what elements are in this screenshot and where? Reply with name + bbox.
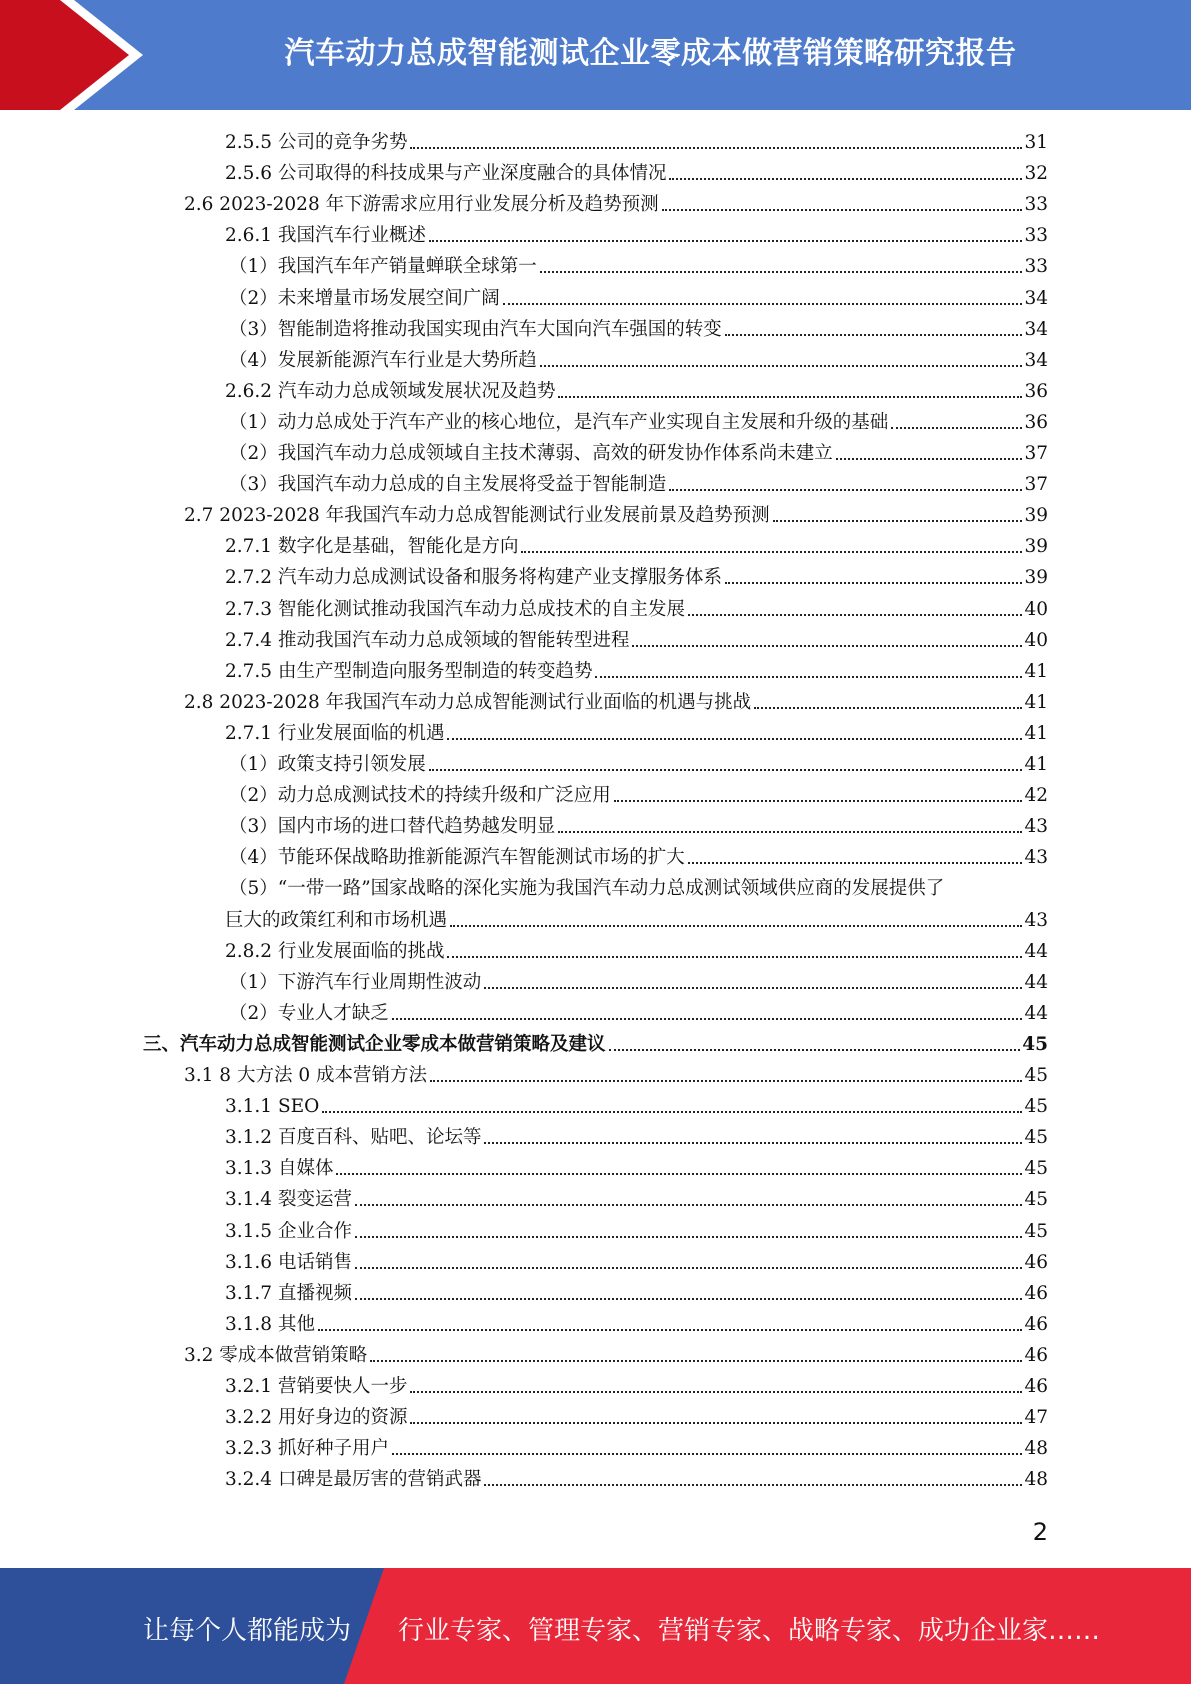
toc-entry-title: 2.8.2 行业发展面临的挑战 (225, 940, 445, 962)
toc-dot-leader (355, 1266, 1023, 1269)
toc-entry[interactable] (229, 438, 1048, 469)
toc-entry-title: 2.8 2023-2028 年我国汽车动力总成智能测试行业面临的机遇与挑战 (184, 691, 752, 713)
toc-entry[interactable] (229, 345, 1048, 376)
toc-entry-title: 2.7.5 由生产型制造向服务型制造的转变趋势 (225, 660, 593, 682)
toc-entry[interactable] (184, 687, 1048, 718)
toc-entry[interactable] (225, 376, 1048, 407)
toc-entry[interactable] (229, 873, 1048, 904)
toc-entry-title: 3.1.5 企业合作 (225, 1220, 352, 1242)
toc-entry-page: 46 (1024, 1251, 1048, 1273)
toc-entry-title: 巨大的政策红利和市场机遇 (225, 909, 448, 931)
toc-dot-leader (836, 457, 1023, 460)
toc-entry-title: （2）未来增量市场发展空间广阔 (229, 287, 500, 309)
toc-entry-page: 43 (1024, 847, 1048, 869)
toc-entry-page: 41 (1024, 691, 1048, 713)
toc-dot-leader (609, 1048, 1021, 1051)
toc-dot-leader (540, 270, 1023, 273)
toc-dot-leader (370, 1359, 1022, 1362)
toc-dot-leader (336, 1172, 1022, 1175)
toc-dot-leader (322, 1110, 1022, 1113)
toc-entry-title: 3.1.8 其他 (225, 1313, 315, 1335)
toc-dot-leader (558, 830, 1022, 833)
toc-dot-leader (355, 1297, 1023, 1300)
toc-dot-leader (558, 395, 1022, 398)
toc-entry[interactable] (225, 562, 1048, 593)
page-number: 2 (1032, 1518, 1048, 1546)
toc-entry[interactable] (229, 967, 1048, 998)
toc-entry[interactable] (225, 1371, 1048, 1402)
toc-entry-page: 45 (1024, 1189, 1048, 1211)
toc-entry-page: 45 (1024, 1127, 1048, 1149)
toc-entry-title: （2）专业人才缺乏 (229, 1002, 389, 1024)
toc-dot-leader (484, 986, 1022, 989)
footer-slogan-left: 让每个人都能成为 (143, 1616, 352, 1646)
toc-dot-leader (773, 519, 1023, 522)
toc-dot-leader (632, 644, 1022, 647)
toc-entry-page: 33 (1024, 225, 1048, 247)
toc-entry-page: 36 (1024, 411, 1048, 433)
toc-dot-leader (410, 1421, 1022, 1424)
toc-entry-title: 3.2.1 营销要快人一步 (225, 1376, 408, 1397)
page-header (0, 0, 1191, 110)
toc-dot-leader (521, 550, 1022, 553)
toc-entry[interactable] (225, 1091, 1048, 1122)
toc-entry-title: 3.1.6 电话销售 (225, 1251, 352, 1273)
toc-entry-page: 44 (1024, 971, 1048, 993)
toc-entry-title: （4）节能环保战略助推新能源汽车智能测试市场的扩大 (229, 847, 685, 869)
toc-entry[interactable] (143, 1029, 1048, 1060)
toc-entry-title: （5）“一带一路”国家战略的深化实施为我国汽车动力总成测试领域供应商的发展提供了 (229, 878, 945, 900)
toc-entry[interactable] (225, 1247, 1048, 1278)
toc-entry-title: （2）动力总成测试技术的持续升级和广泛应用 (229, 785, 611, 807)
toc-dot-leader (447, 737, 1022, 740)
toc-dot-leader (447, 955, 1022, 958)
toc-dot-leader (410, 1390, 1022, 1393)
toc-entry[interactable] (225, 1122, 1048, 1153)
toc-entry[interactable] (184, 500, 1048, 531)
toc-entry-title: 3.1 8 大方法 0 成本营销方法 (184, 1065, 427, 1086)
toc-entry-page: 34 (1024, 349, 1048, 371)
toc-entry-page: 37 (1024, 443, 1048, 464)
toc-entry-title: 3.1.4 裂变运营 (225, 1189, 352, 1211)
toc-entry[interactable] (225, 1184, 1048, 1215)
toc-dot-leader (662, 208, 1023, 211)
toc-dot-leader (355, 1235, 1023, 1238)
toc-dot-leader (430, 1079, 1022, 1082)
toc-entry-page: 32 (1024, 163, 1048, 185)
toc-entry[interactable] (229, 780, 1048, 811)
toc-entry[interactable] (225, 158, 1048, 189)
toc-entry[interactable] (225, 1278, 1048, 1309)
toc-dot-leader (429, 768, 1023, 771)
toc-entry[interactable] (229, 998, 1048, 1029)
toc-entry-page: 41 (1024, 754, 1048, 775)
toc-entry-page: 46 (1024, 1344, 1048, 1366)
toc-entry[interactable] (225, 905, 1048, 936)
toc-entry-page: 41 (1024, 722, 1048, 744)
toc-dot-leader (392, 1452, 1022, 1455)
toc-dot-leader (725, 333, 1023, 336)
toc-entry[interactable] (225, 1216, 1048, 1247)
toc-dot-leader (355, 1203, 1023, 1206)
toc-entry-title: 3.2.4 口碑是最厉害的营销武器 (225, 1469, 482, 1491)
toc-entry[interactable] (184, 1340, 1048, 1371)
toc-entry[interactable] (225, 220, 1048, 251)
toc-entry-title: （1）政策支持引领发展 (229, 754, 426, 775)
toc-entry-title: 3.2.3 抓好种子用户 (225, 1438, 389, 1460)
toc-entry-page: 46 (1024, 1376, 1048, 1397)
toc-dot-leader (540, 364, 1023, 367)
toc-dot-leader (669, 488, 1022, 491)
toc-entry-page: 45 (1024, 1220, 1048, 1242)
toc-entry[interactable] (225, 1433, 1048, 1464)
toc-entry-page: 43 (1024, 909, 1048, 931)
toc-dot-leader (688, 613, 1022, 616)
toc-entry[interactable] (225, 1309, 1048, 1340)
toc-entry[interactable] (229, 314, 1048, 345)
toc-entry-title: 2.5.5 公司的竞争劣势 (225, 132, 408, 153)
toc-entry-title: 2.7 2023-2028 年我国汽车动力总成智能测试行业发展前景及趋势预测 (184, 505, 770, 527)
toc-entry-page: 33 (1024, 256, 1048, 278)
toc-entry-page: 46 (1024, 1313, 1048, 1335)
toc-dot-leader (725, 581, 1022, 584)
toc-entry[interactable] (229, 749, 1048, 780)
toc-entry-page: 39 (1024, 536, 1048, 558)
toc-entry-page: 33 (1024, 194, 1048, 216)
toc-entry[interactable] (229, 811, 1048, 842)
toc-entry-title: 三、汽车动力总成智能测试企业零成本做营销策略及建议 (143, 1033, 606, 1055)
toc-entry[interactable] (184, 189, 1048, 220)
toc-entry[interactable] (225, 1153, 1048, 1184)
toc-entry-page: 43 (1024, 816, 1048, 838)
toc-dot-leader (754, 706, 1022, 709)
toc-entry[interactable] (225, 1464, 1048, 1495)
toc-entry-title: 3.1.1 SEO (225, 1096, 320, 1118)
toc-entry-page: 42 (1024, 785, 1048, 807)
toc-entry-title: 2.6 2023-2028 年下游需求应用行业发展分析及趋势预测 (184, 194, 659, 216)
toc-entry-title: 3.1.7 直播视频 (225, 1282, 352, 1304)
toc-entry-title: 3.2 零成本做营销策略 (184, 1344, 368, 1366)
toc-dot-leader (410, 146, 1022, 149)
report-title: 汽车动力总成智能测试企业零成本做营销策略研究报告 (284, 36, 1017, 71)
toc-entry-page: 39 (1024, 567, 1048, 589)
page-footer (0, 1568, 1191, 1684)
toc-dot-leader (450, 924, 1022, 927)
toc-entry-title: 2.5.6 公司取得的科技成果与产业深度融合的具体情况 (225, 163, 667, 185)
toc-entry-title: 2.7.3 智能化测试推动我国汽车动力总成技术的自主发展 (225, 598, 685, 620)
toc-entry-title: 3.1.2 百度百科、贴吧、论坛等 (225, 1127, 482, 1149)
toc-entry-title: 2.7.1 行业发展面临的机遇 (225, 722, 445, 744)
toc-entry[interactable] (229, 407, 1048, 438)
toc-entry-page: 44 (1024, 1002, 1048, 1024)
toc-entry-title: 3.1.3 自媒体 (225, 1158, 334, 1180)
toc-entry-page: 36 (1024, 380, 1048, 402)
toc-entry[interactable] (229, 251, 1048, 282)
toc-dot-leader (318, 1328, 1023, 1331)
toc-entry[interactable] (229, 283, 1048, 314)
toc-entry-title: （1）我国汽车年产销量蝉联全球第一 (229, 256, 537, 278)
toc-entry[interactable] (225, 718, 1048, 749)
toc-entry-title: （1）下游汽车行业周期性波动 (229, 971, 482, 993)
toc-entry-title: 2.7.4 推动我国汽车动力总成领域的智能转型进程 (225, 629, 630, 651)
toc-dot-leader (503, 302, 1023, 305)
toc-dot-leader (484, 1141, 1022, 1144)
toc-dot-leader (392, 1017, 1023, 1020)
toc-entry-page: 47 (1024, 1407, 1048, 1429)
toc-entry[interactable] (225, 625, 1048, 656)
toc-dot-leader (484, 1483, 1022, 1486)
toc-entry-title: 2.7.2 汽车动力总成测试设备和服务将构建产业支撑服务体系 (225, 567, 722, 589)
toc-entry-title: 2.7.1 数字化是基础，智能化是方向 (225, 536, 519, 558)
toc-entry-page: 34 (1024, 287, 1048, 309)
toc-entry[interactable] (184, 1060, 1048, 1091)
toc-entry[interactable] (225, 656, 1048, 687)
toc-dot-leader (688, 861, 1023, 864)
toc-entry[interactable] (229, 842, 1048, 873)
toc-entry[interactable] (225, 1402, 1048, 1433)
toc-entry-page: 45 (1024, 1158, 1048, 1180)
toc-entry-title: （4）发展新能源汽车行业是大势所趋 (229, 349, 537, 371)
toc-dot-leader (595, 675, 1022, 678)
footer-slogan-right: 行业专家、管理专家、营销专家、战略专家、成功企业家…… (398, 1616, 1101, 1646)
toc-entry-title: 2.6.1 我国汽车行业概述 (225, 225, 426, 247)
toc-entry[interactable] (225, 594, 1048, 625)
toc-entry-title: 3.2.2 用好身边的资源 (225, 1407, 408, 1429)
toc-entry-title: （2）我国汽车动力总成领域自主技术薄弱、高效的研发协作体系尚未建立 (229, 443, 833, 464)
toc-entry-page: 40 (1024, 598, 1048, 620)
toc-dot-leader (891, 426, 1022, 429)
toc-entry-title: 2.6.2 汽车动力总成领域发展状况及趋势 (225, 380, 556, 402)
toc-entry-page: 39 (1024, 505, 1048, 527)
toc-entry-page: 40 (1024, 629, 1048, 651)
toc-dot-leader (669, 177, 1022, 180)
toc-entry-page: 41 (1024, 660, 1048, 682)
toc-dot-leader (614, 799, 1023, 802)
toc-entry[interactable] (225, 936, 1048, 967)
toc-entry-page: 46 (1024, 1282, 1048, 1304)
toc-dot-leader (429, 239, 1022, 242)
toc-entry-page: 45 (1022, 1033, 1048, 1055)
toc-entry-title: （1）动力总成处于汽车产业的核心地位，是汽车产业实现自主发展和升级的基础 (229, 411, 889, 433)
toc-entry[interactable] (229, 469, 1048, 500)
toc-entry-page: 45 (1024, 1065, 1048, 1086)
toc-entry-page: 37 (1024, 474, 1048, 496)
toc-entry-page: 34 (1024, 318, 1048, 340)
toc-entry-title: （3）智能制造将推动我国实现由汽车大国向汽车强国的转变 (229, 318, 722, 340)
toc-entry-page: 45 (1024, 1096, 1048, 1118)
toc-entry-page: 48 (1024, 1469, 1048, 1491)
toc-entry-page: 44 (1024, 940, 1048, 962)
toc-entry-page: 48 (1024, 1438, 1048, 1460)
toc-entry-page: 31 (1024, 132, 1048, 153)
toc-entry[interactable] (225, 531, 1048, 562)
toc-entry-title: （3）国内市场的进口替代趋势越发明显 (229, 816, 556, 838)
toc-entry[interactable] (225, 127, 1048, 158)
toc-entry-title: （3）我国汽车动力总成的自主发展将受益于智能制造 (229, 474, 667, 496)
